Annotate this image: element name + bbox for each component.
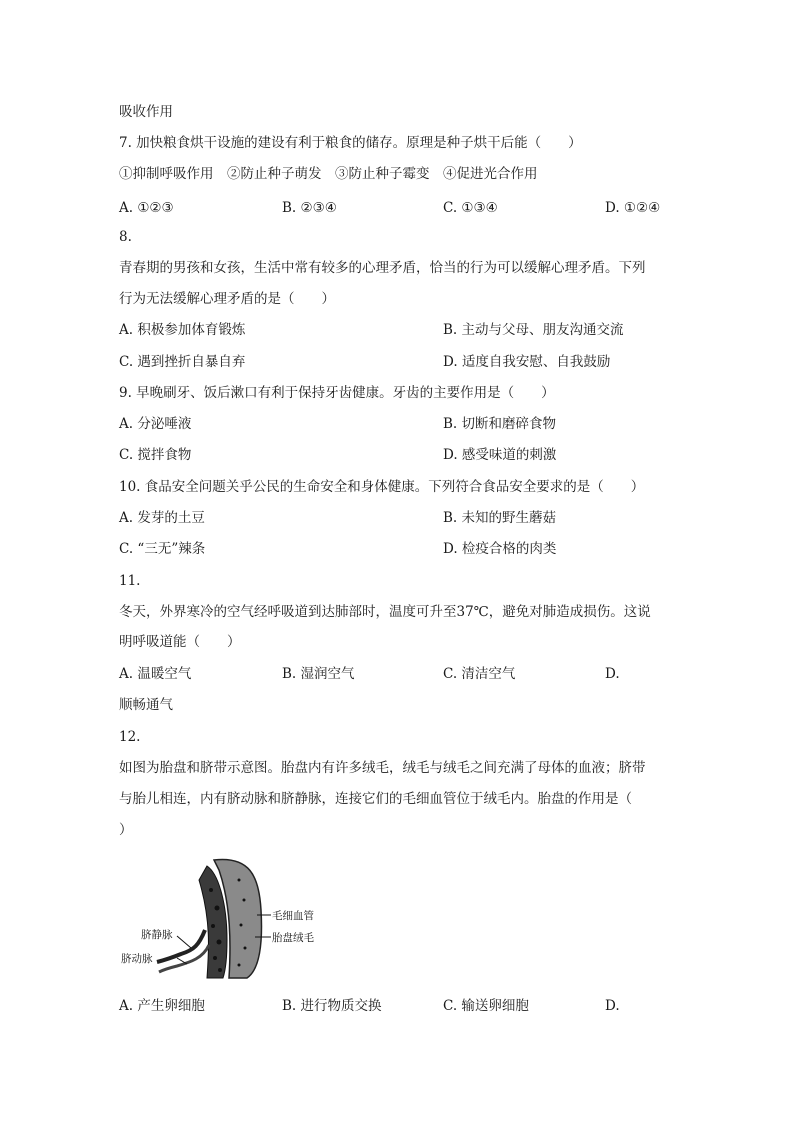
q10-option-a: A. 发芽的土豆 xyxy=(119,510,205,526)
question-12-stem: 如图为胎盘和脐带示意图。胎盘内有许多绒毛，绒毛与绒毛之间充满了母体的血液；脐带 xyxy=(119,760,646,776)
q8-option-d: D. 适度自我安慰、自我鼓励 xyxy=(443,354,611,370)
placenta-umbilical-diagram xyxy=(119,850,359,980)
q11-option-b: B. 湿润空气 xyxy=(282,666,355,682)
q7-option-d: D. ①②④ xyxy=(605,200,661,216)
q7-option-a: A. ①②③ xyxy=(119,200,174,216)
q9-option-c: C. 搅拌食物 xyxy=(119,447,192,463)
q11-option-a: A. 温暖空气 xyxy=(119,666,192,682)
q8-option-a: A. 积极参加体育锻炼 xyxy=(119,322,246,338)
question-12-stem: ） xyxy=(119,822,133,838)
q12-option-c: C. 输送卵细胞 xyxy=(443,998,529,1014)
question-9: 9. 早晚刷牙、饭后漱口有利于保持牙齿健康。牙齿的主要作用是（ ） xyxy=(119,385,555,401)
question-12-number: 12. xyxy=(119,729,141,745)
q12-option-d: D. xyxy=(605,998,620,1014)
q10-option-d: D. 检疫合格的肉类 xyxy=(443,541,557,557)
q12-option-b: B. 进行物质交换 xyxy=(282,998,382,1014)
question-11-stem: 冬天，外界寒冷的空气经呼吸道到达肺部时，温度可升至37℃，避免对肺造成损伤。这说 xyxy=(119,604,651,620)
q11-option-d: D. xyxy=(605,666,620,682)
question-10: 10. 食品安全问题关乎公民的生命安全和身体健康。下列符合食品安全要求的是（ ） xyxy=(119,479,645,495)
q11-option-d-text: 顺畅通气 xyxy=(119,697,173,713)
question-8-stem: 行为无法缓解心理矛盾的是（ ） xyxy=(119,291,335,307)
q9-option-a: A. 分泌唾液 xyxy=(119,416,192,432)
leader-line xyxy=(177,936,191,948)
question-11-number: 11. xyxy=(119,573,141,589)
text-line: 吸收作用 xyxy=(119,104,173,120)
question-8-number: 8. xyxy=(119,229,132,245)
q9-option-d: D. 感受味道的刺激 xyxy=(443,447,557,463)
label-umbilical-vein: 脐静脉 xyxy=(141,929,173,941)
question-12-stem: 与胎儿相连，内有脐动脉和脐静脉，连接它们的毛细血管位于绒毛内。胎盘的作用是（ xyxy=(119,791,632,807)
q11-option-c: C. 清洁空气 xyxy=(443,666,516,682)
label-umbilical-artery: 脐动脉 xyxy=(121,953,153,965)
question-11-stem: 明呼吸道能（ ） xyxy=(119,634,241,650)
label-villi: 胎盘绒毛 xyxy=(272,932,314,944)
q12-option-a: A. 产生卵细胞 xyxy=(119,998,205,1014)
q7-option-b: B. ②③④ xyxy=(282,200,337,216)
q7-option-c: C. ①③④ xyxy=(443,200,498,216)
question-7: 7. 加快粮食烘干设施的建设有利于粮食的储存。原理是种子烘干后能（ ） xyxy=(119,135,582,151)
q10-option-c: C. “三无”辣条 xyxy=(119,541,206,557)
q10-option-b: B. 未知的野生蘑菇 xyxy=(443,510,557,526)
label-capillary: 毛细血管 xyxy=(272,910,314,922)
q8-option-c: C. 遇到挫折自暴自弃 xyxy=(119,354,246,370)
q8-option-b: B. 主动与父母、朋友沟通交流 xyxy=(443,322,624,338)
q9-option-b: B. 切断和磨碎食物 xyxy=(443,416,557,432)
question-8-stem: 青春期的男孩和女孩，生活中常有较多的心理矛盾，恰当的行为可以缓解心理矛盾。下列 xyxy=(119,260,646,276)
question-7-items: ①抑制呼吸作用 ②防止种子萌发 ③防止种子霉变 ④促进光合作用 xyxy=(119,166,538,182)
